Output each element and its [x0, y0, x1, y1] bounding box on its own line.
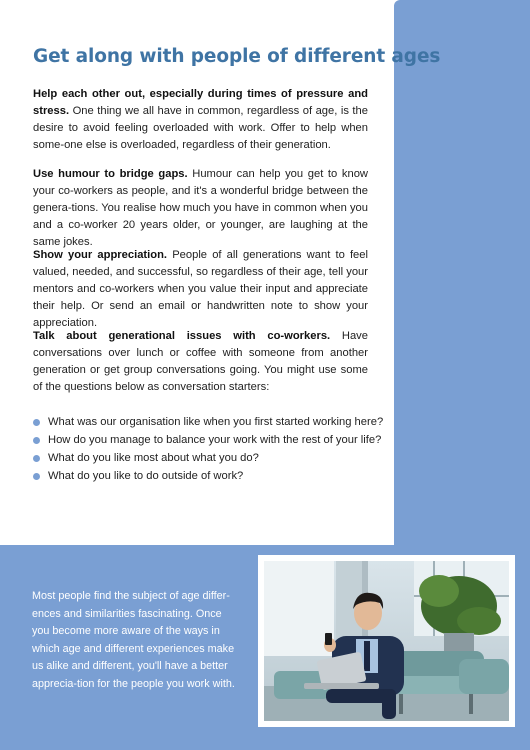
bullet-icon [33, 437, 40, 444]
question-text: How do you manage to balance your work with the rest of your life? [48, 434, 382, 446]
section-body: People of all generations want to feel valued, needed, and successful, so regardless of their age, tell your mentors and co-workers when you value their input and appreciate their help. Or send an email or handwritten note to show your appreciation. [33, 249, 368, 329]
question-text: What was our organisation like when you first started working here? [48, 416, 384, 428]
photo-frame [258, 555, 515, 727]
section-generational-issues [33, 328, 368, 396]
businessman-photo-icon [264, 561, 509, 721]
section-use-humour [33, 166, 368, 251]
section-heading: Use humour to bridge gaps. [33, 168, 188, 180]
summary-text: Most people find the subject of age differ-ences and similarities fascinating. Once you become more aware of the ways in which age and different experiences make us alike and different, you'll have a better apprecia-tion for the people you work with. [32, 590, 235, 690]
page-title: Get along with people of different ages [33, 46, 441, 67]
question-list [33, 413, 384, 485]
section-heading: Help each other out, especially during times of pressure and stress. [33, 88, 368, 117]
section-heading: Show your appreciation. [33, 249, 168, 261]
question-text: What do you like most about what you do? [48, 452, 259, 464]
section-body: One thing we all have in common, regardless of age, is the desire to avoid feeling overloaded with work. Offer to help when some-one else is overloaded, regardless of their generation. [33, 105, 368, 151]
side-accent-strip [394, 0, 530, 545]
list-item [33, 449, 378, 467]
section-help-each-other [33, 86, 368, 154]
section-body: Have conversations over lunch or coffee with someone from another generation or get group conversations going. You might use some of the questions below as conversation starters: [33, 330, 368, 393]
question-text: What do you like to do outside of work? [48, 470, 244, 482]
list-item [33, 467, 378, 485]
list-item [33, 413, 384, 431]
bullet-icon [33, 419, 40, 426]
section-body: Humour can help you get to know your co-workers as people, and it's a wonderful bridge between the genera-tions. You realise how much you have in common when you and a co-worker 20 years older, or younger, are laughing at the same jokes. [33, 168, 368, 248]
bullet-icon [33, 473, 40, 480]
section-heading: Talk about generational issues with co-workers. [33, 330, 331, 342]
list-item [33, 431, 382, 449]
bullet-icon [33, 455, 40, 462]
section-show-appreciation [33, 247, 368, 332]
